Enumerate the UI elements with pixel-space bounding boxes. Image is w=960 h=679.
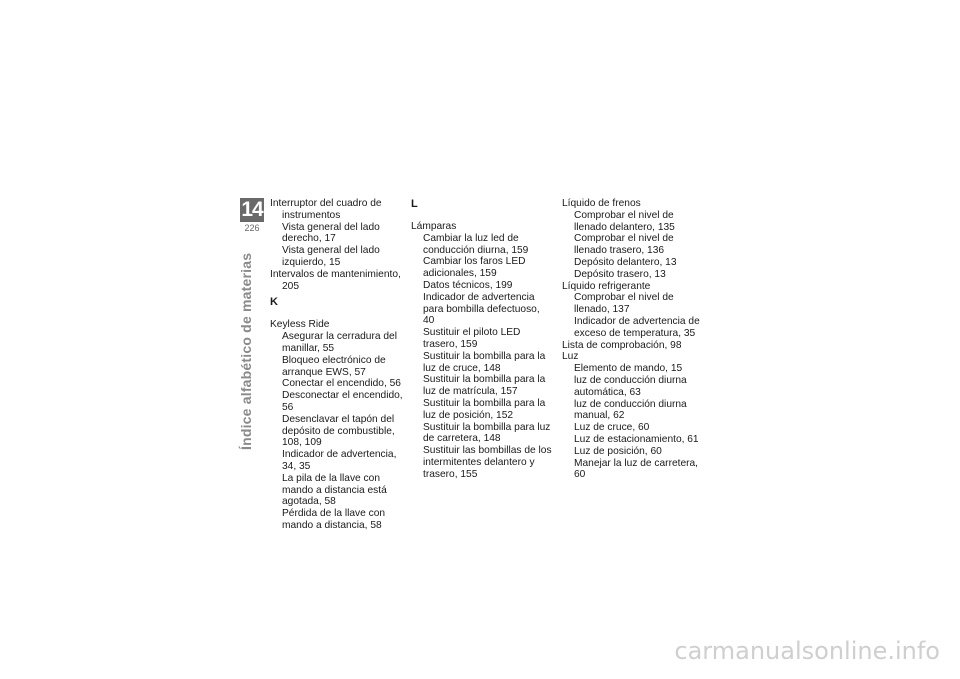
index-column-2 <box>411 198 553 481</box>
index-subentry: Asegurar la cerradura del manillar, 55 <box>282 331 397 354</box>
index-subentry: Depósito delantero, 13 <box>574 256 677 268</box>
index-subentry: Conectar el encendido, 56 <box>282 378 401 390</box>
index-subentry: Sustituir la bombilla para la luz de matrícula, 157 <box>423 374 546 398</box>
index-subentry: Luz de posición, 60 <box>574 445 662 457</box>
index-subentry: Bloqueo electrónico de arranque EWS, 57 <box>282 354 386 378</box>
side-title: Índice alfabético de materias <box>238 252 254 450</box>
index-subentry: Luz de cruce, 60 <box>574 422 650 434</box>
watermark: carmanualsonline.info <box>674 637 940 665</box>
index-entry: Intervalos de mantenimiento, 205 <box>270 268 401 292</box>
index-subentry: Depósito trasero, 13 <box>574 268 666 280</box>
index-subentry: luz de conducción diurna automática, 63 <box>574 374 687 398</box>
index-subentry: Desenclavar el tapón del depósito de combustible, 108, 109 <box>282 413 395 449</box>
index-entry: Keyless Ride <box>270 319 330 331</box>
index-entry: Líquido refrigerante <box>562 280 651 292</box>
index-subentry: Indicador de advertencia de exceso de temperatura, 35 <box>574 315 700 339</box>
index-letter-heading: K <box>270 296 278 309</box>
index-subentry: Comprobar el nivel de llenado delantero, 135 <box>574 209 675 233</box>
index-subentry: Indicador de advertencia, 34, 35 <box>282 449 397 472</box>
page-number: 226 <box>244 223 260 233</box>
index-subentry: Cambiar los faros LED adicionales, 159 <box>423 256 526 280</box>
index-subentry: Comprobar el nivel de llenado trasero, 136 <box>574 233 674 257</box>
index-entry: Luz <box>562 351 579 363</box>
index-entry: Líquido de frenos <box>562 198 641 209</box>
index-subentry: La pila de la llave con mando a distancia está agotada, 58 <box>282 472 387 508</box>
index-entry: Lista de comprobación, 98 <box>562 339 682 351</box>
index-entry: Lámparas <box>411 221 457 232</box>
index-subentry: Sustituir la bombilla para luz de carretera, 148 <box>423 421 551 445</box>
index-subentry: Manejar la luz de carretera, 60 <box>574 457 699 481</box>
index-column-1 <box>270 198 410 532</box>
index-subentry: Indicador de advertencia para bombilla defectuoso, 40 <box>423 291 540 327</box>
index-column-3 <box>562 198 702 481</box>
index-subentry: Sustituir el piloto LED trasero, 159 <box>423 327 521 350</box>
index-subentry: Vista general del lado izquierdo, 15 <box>282 245 380 268</box>
index-subentry: Elemento de mando, 15 <box>574 363 683 375</box>
index-subentry: Sustituir la bombilla para la luz de posición, 152 <box>423 397 546 421</box>
index-subentry: Datos técnicos, 199 <box>423 279 513 291</box>
chapter-number: 14 <box>241 198 263 221</box>
index-subentry: Comprobar el nivel de llenado, 137 <box>574 292 674 316</box>
index-subentry: Vista general del lado derecho, 17 <box>282 221 380 245</box>
index-subentry: Desconectar el encendido, 56 <box>282 390 403 413</box>
index-subentry: Sustituir la bombilla para la luz de cruce, 148 <box>423 350 546 374</box>
index-subentry: Pérdida de la llave con mando a distancia, 58 <box>282 508 386 531</box>
chapter-tab <box>240 196 264 238</box>
index-subentry: Sustituir las bombillas de los intermitentes delantero y trasero, 155 <box>423 445 552 480</box>
index-entry: Interruptor del cuadro de instrumentos <box>270 198 382 221</box>
index-subentry: Luz de estacionamiento, 61 <box>574 433 699 445</box>
index-subentry: luz de conducción diurna manual, 62 <box>574 398 687 422</box>
index-subentry: Cambiar la luz led de conducción diurna, 159 <box>423 232 529 256</box>
side-title-container <box>238 252 268 480</box>
index-letter-heading: L <box>411 198 418 210</box>
